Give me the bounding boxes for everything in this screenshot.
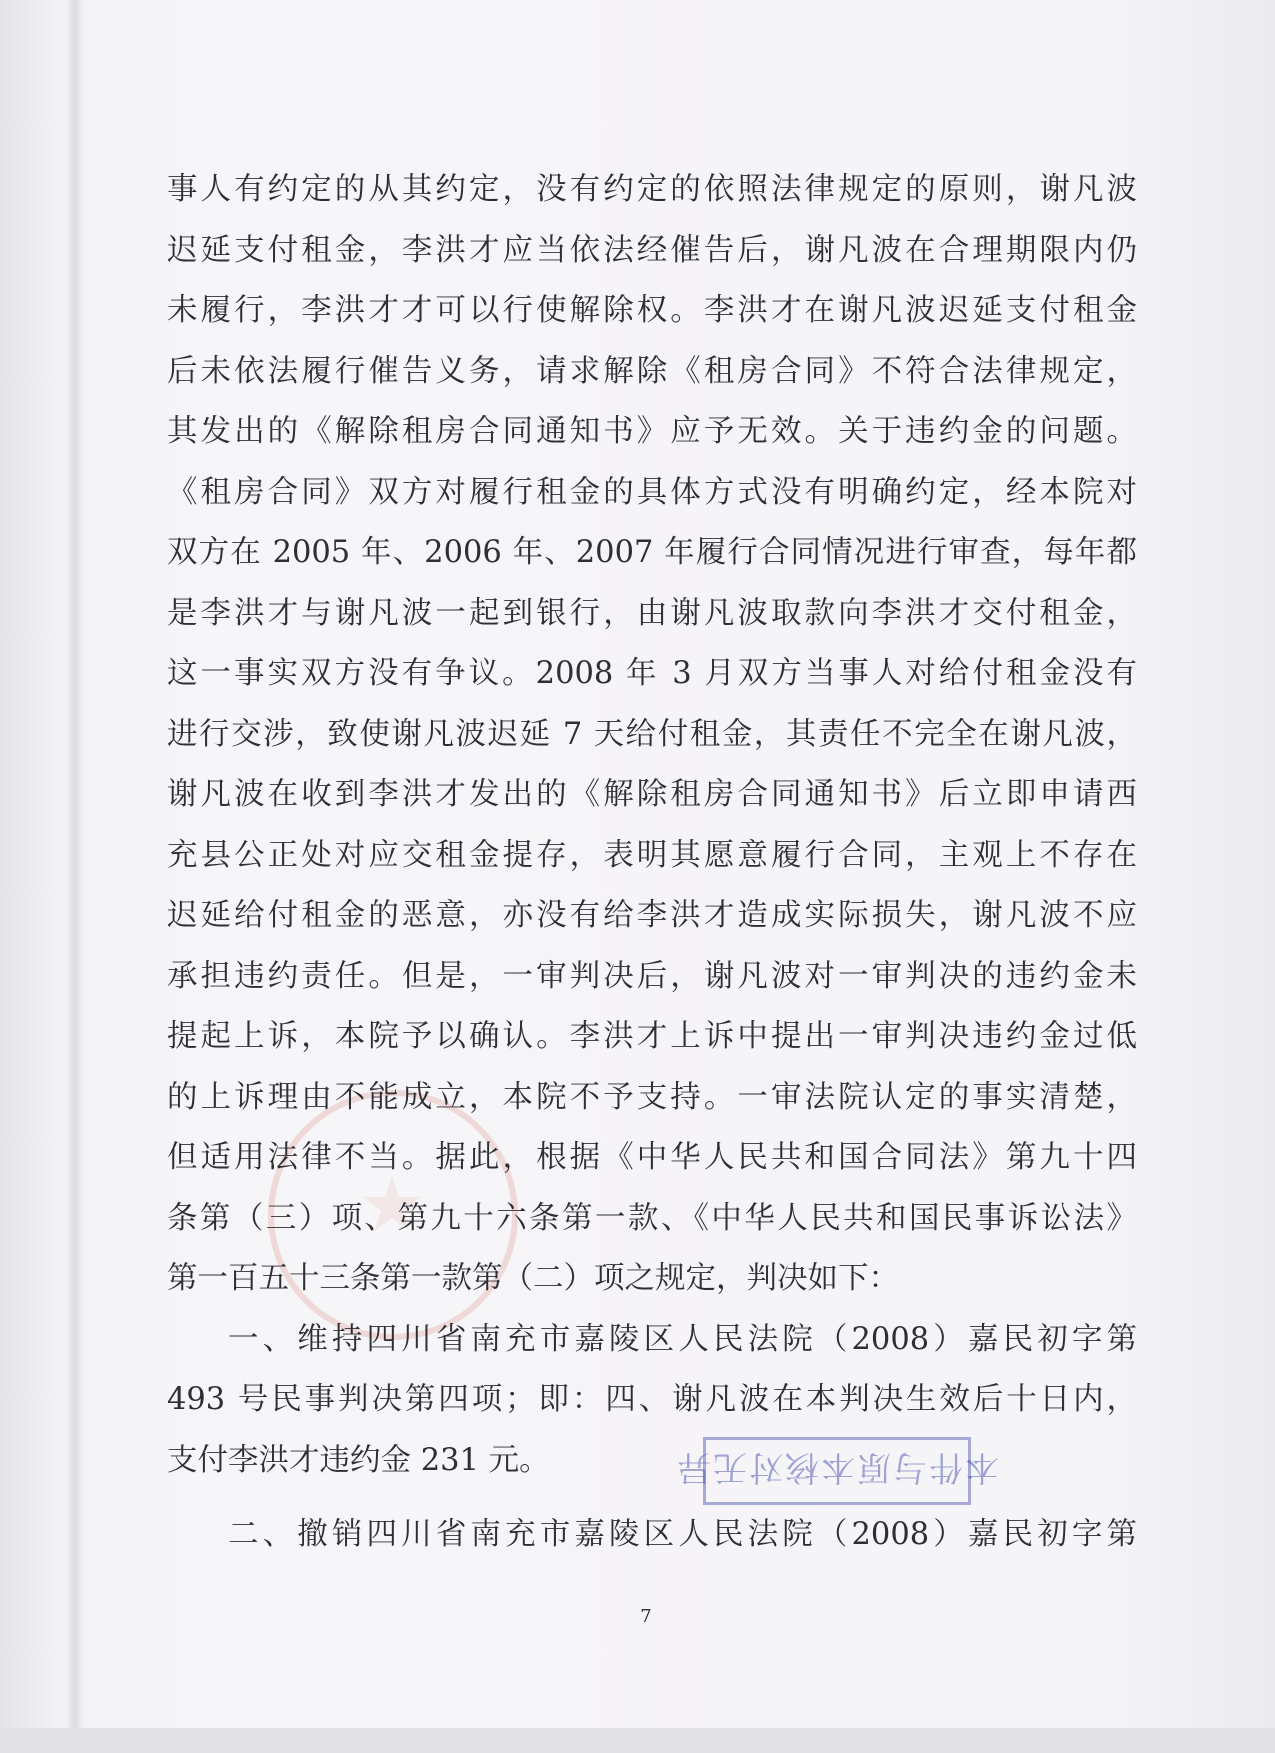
text-line: 是李洪才与谢凡波一起到银行，由谢凡波取款向李洪才交付租金， <box>167 595 1137 631</box>
judgment-item-1-line: 一、维持四川省南充市嘉陵区人民法院（2008）嘉民初字第 <box>228 1321 1137 1357</box>
text-line: 条第（三）项、第九十六条第一款、《中华人民共和国民事诉讼法》 <box>167 1200 1137 1236</box>
page-fold-shadow <box>66 0 84 1753</box>
verification-stamp <box>675 1437 999 1505</box>
text-line: 承担违约责任。但是，一审判决后，谢凡波对一审判决的违约金未 <box>167 958 1137 994</box>
text-line: 迟延支付租金，李洪才应当依法经催告后，谢凡波在合理期限内仍 <box>167 232 1137 268</box>
judgment-item-1-line: 支付李洪才违约金 231 元。 <box>167 1442 550 1478</box>
page-number: 7 <box>640 1606 652 1627</box>
text-line: 其发出的《解除租房合同通知书》应予无效。关于违约金的问题。 <box>167 414 1137 449</box>
text-line: 进行交涉，致使谢凡波迟延 7 天给付租金，其责任不完全在谢凡波， <box>167 716 1137 752</box>
text-line: 充县公正处对应交租金提存，表明其愿意履行合同，主观上不存在 <box>167 837 1137 873</box>
text-line: 双方在 2005 年、2006 年、2007 年履行合同情况进行审查，每年都 <box>167 535 1137 570</box>
text-line: 谢凡波在收到李洪才发出的《解除租房合同通知书》后立即申请西 <box>167 777 1137 812</box>
scan-edge <box>0 1728 1275 1753</box>
judgment-body <box>167 160 1137 1566</box>
text-line: 第一百五十三条第一款第（二）项之规定，判决如下： <box>167 1261 899 1296</box>
text-line: 但适用法律不当。据此，根据《中华人民共和国合同法》第九十四 <box>167 1140 1137 1175</box>
text-line: 提起上诉，本院予以确认。李洪才上诉中提出一审判决违约金过低 <box>167 1019 1137 1054</box>
text-line: 《租房合同》双方对履行租金的具体方式没有明确约定，经本院对 <box>167 474 1137 510</box>
text-line: 迟延给付租金的恶意，亦没有给李洪才造成实际损失，谢凡波不应 <box>167 898 1137 933</box>
text-line: 这一事实双方没有争议。2008 年 3 月双方当事人对给付租金没有 <box>167 656 1137 691</box>
judgment-item-1-line: 493 号民事判决第四项；即：四、谢凡波在本判决生效后十日内， <box>167 1382 1137 1417</box>
text-line: 后未依法履行催告义务，请求解除《租房合同》不符合法律规定， <box>167 353 1137 389</box>
text-line: 的上诉理由不能成立，本院不予支持。一审法院认定的事实清楚， <box>167 1079 1137 1115</box>
stamp-text: 本件与原本核对无异 <box>675 1447 999 1488</box>
judgment-item-2-line: 二、撤销四川省南充市嘉陵区人民法院（2008）嘉民初字第 <box>228 1517 1137 1552</box>
text-line: 未履行，李洪才才可以行使解除权。李洪才在谢凡波迟延支付租金 <box>167 293 1137 328</box>
text-line: 事人有约定的从其约定，没有约定的依照法律规定的原则，谢凡波 <box>167 172 1137 207</box>
